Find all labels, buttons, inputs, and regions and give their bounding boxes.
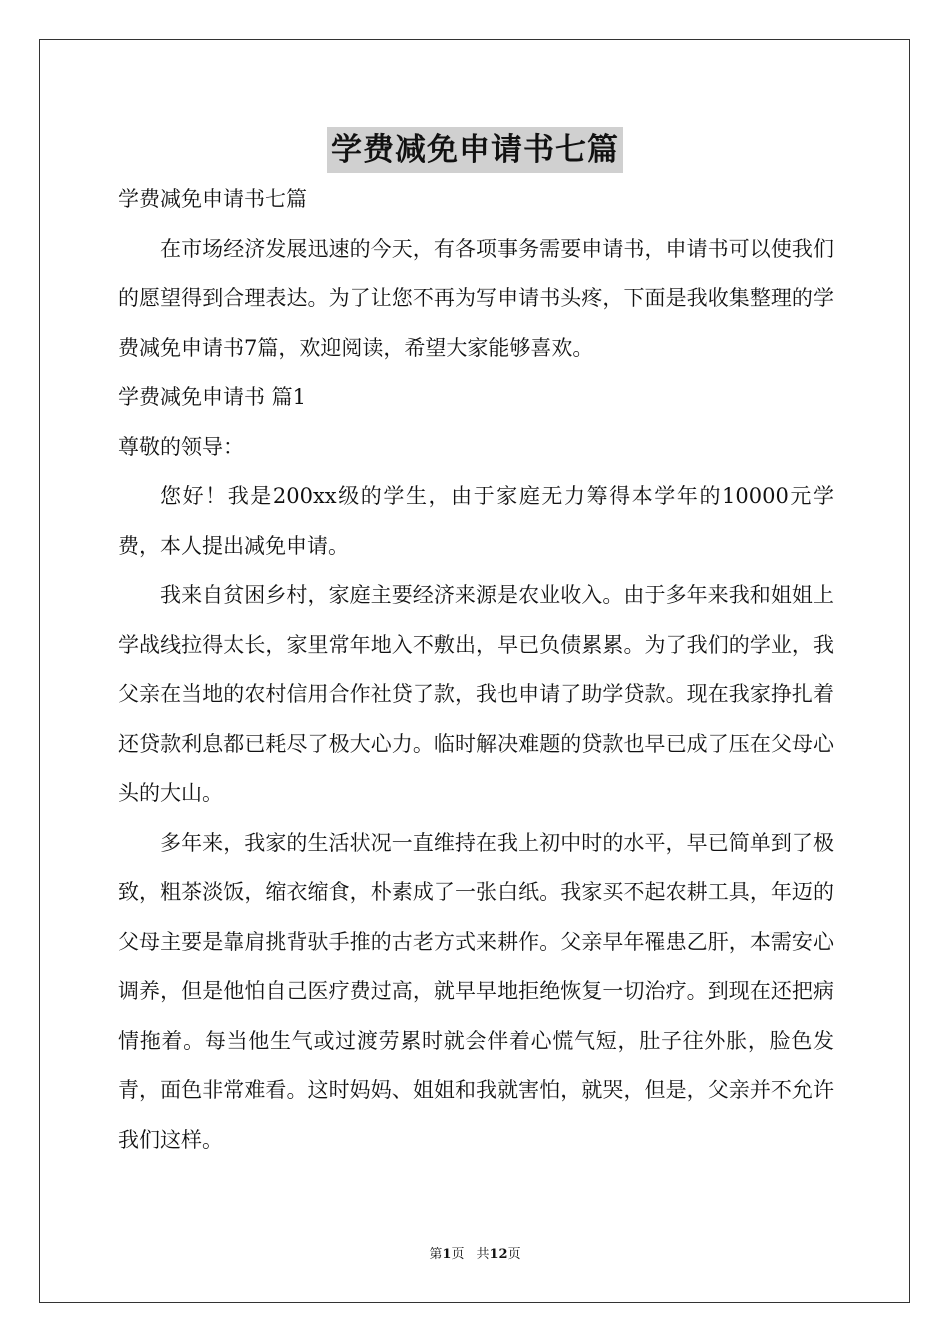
total-prefix: 共 bbox=[476, 1247, 490, 1262]
document-title-text: 学费减免申请书七篇 bbox=[327, 127, 623, 173]
page-footer bbox=[0, 1245, 950, 1265]
document-title bbox=[0, 126, 950, 172]
salutation: 尊敬的领导： bbox=[118, 434, 244, 459]
total-suffix: 页 bbox=[507, 1247, 521, 1262]
section-heading: 学费减免申请书 篇1 bbox=[118, 385, 307, 409]
paragraph: 我来自贫困乡村，家庭主要经济来源是农业收入。由于多年来我和姐姐上学战线拉得太长，家里常年地入不敷出，早已负债累累。为了我们的学业，我父亲在当地的农村信用合作社贷了款，我也申请了助学贷款。现在我家挣扎着还贷款利息都已耗尽了极大心力。临时解决难题的贷款也早已成了压在父母心头的大山。 bbox=[118, 583, 834, 805]
paragraph: 学费减免申请书七篇 bbox=[118, 187, 307, 211]
document-body bbox=[118, 175, 834, 1165]
page-total: 12 bbox=[489, 1247, 508, 1262]
page-suffix: 页 bbox=[451, 1247, 465, 1262]
page-current: 1 bbox=[442, 1247, 452, 1262]
page-prefix: 第 bbox=[429, 1247, 443, 1262]
paragraph: 在市场经济发展迅速的今天，有各项事务需要申请书，申请书可以使我们的愿望得到合理表达。为了让您不再为写申请书头疼，下面是我收集整理的学费减免申请书7篇，欢迎阅读，希望大家能够喜欢。 bbox=[118, 236, 834, 360]
paragraph: 多年来，我家的生活状况一直维持在我上初中时的水平，早已简单到了极致，粗茶淡饭，缩衣缩食，朴素成了一张白纸。我家买不起农耕工具，年迈的父母主要是靠肩挑背驮手推的古老方式来耕作。父亲早年罹患乙肝，本需安心调养，但是他怕自己医疗费过高，就早早地拒绝恢复一切治疗。到现在还把病情拖着。每当他生气或过渡劳累时就会伴着心慌气短，肚子往外胀，脸色发青，面色非常难看。这时妈妈、姐姐和我就害怕，就哭，但是，父亲并不允许我们这样。 bbox=[118, 830, 834, 1152]
paragraph: 您好！我是200xx级的学生，由于家庭无力筹得本学年的10000元学费，本人提出减免申请。 bbox=[118, 484, 834, 558]
